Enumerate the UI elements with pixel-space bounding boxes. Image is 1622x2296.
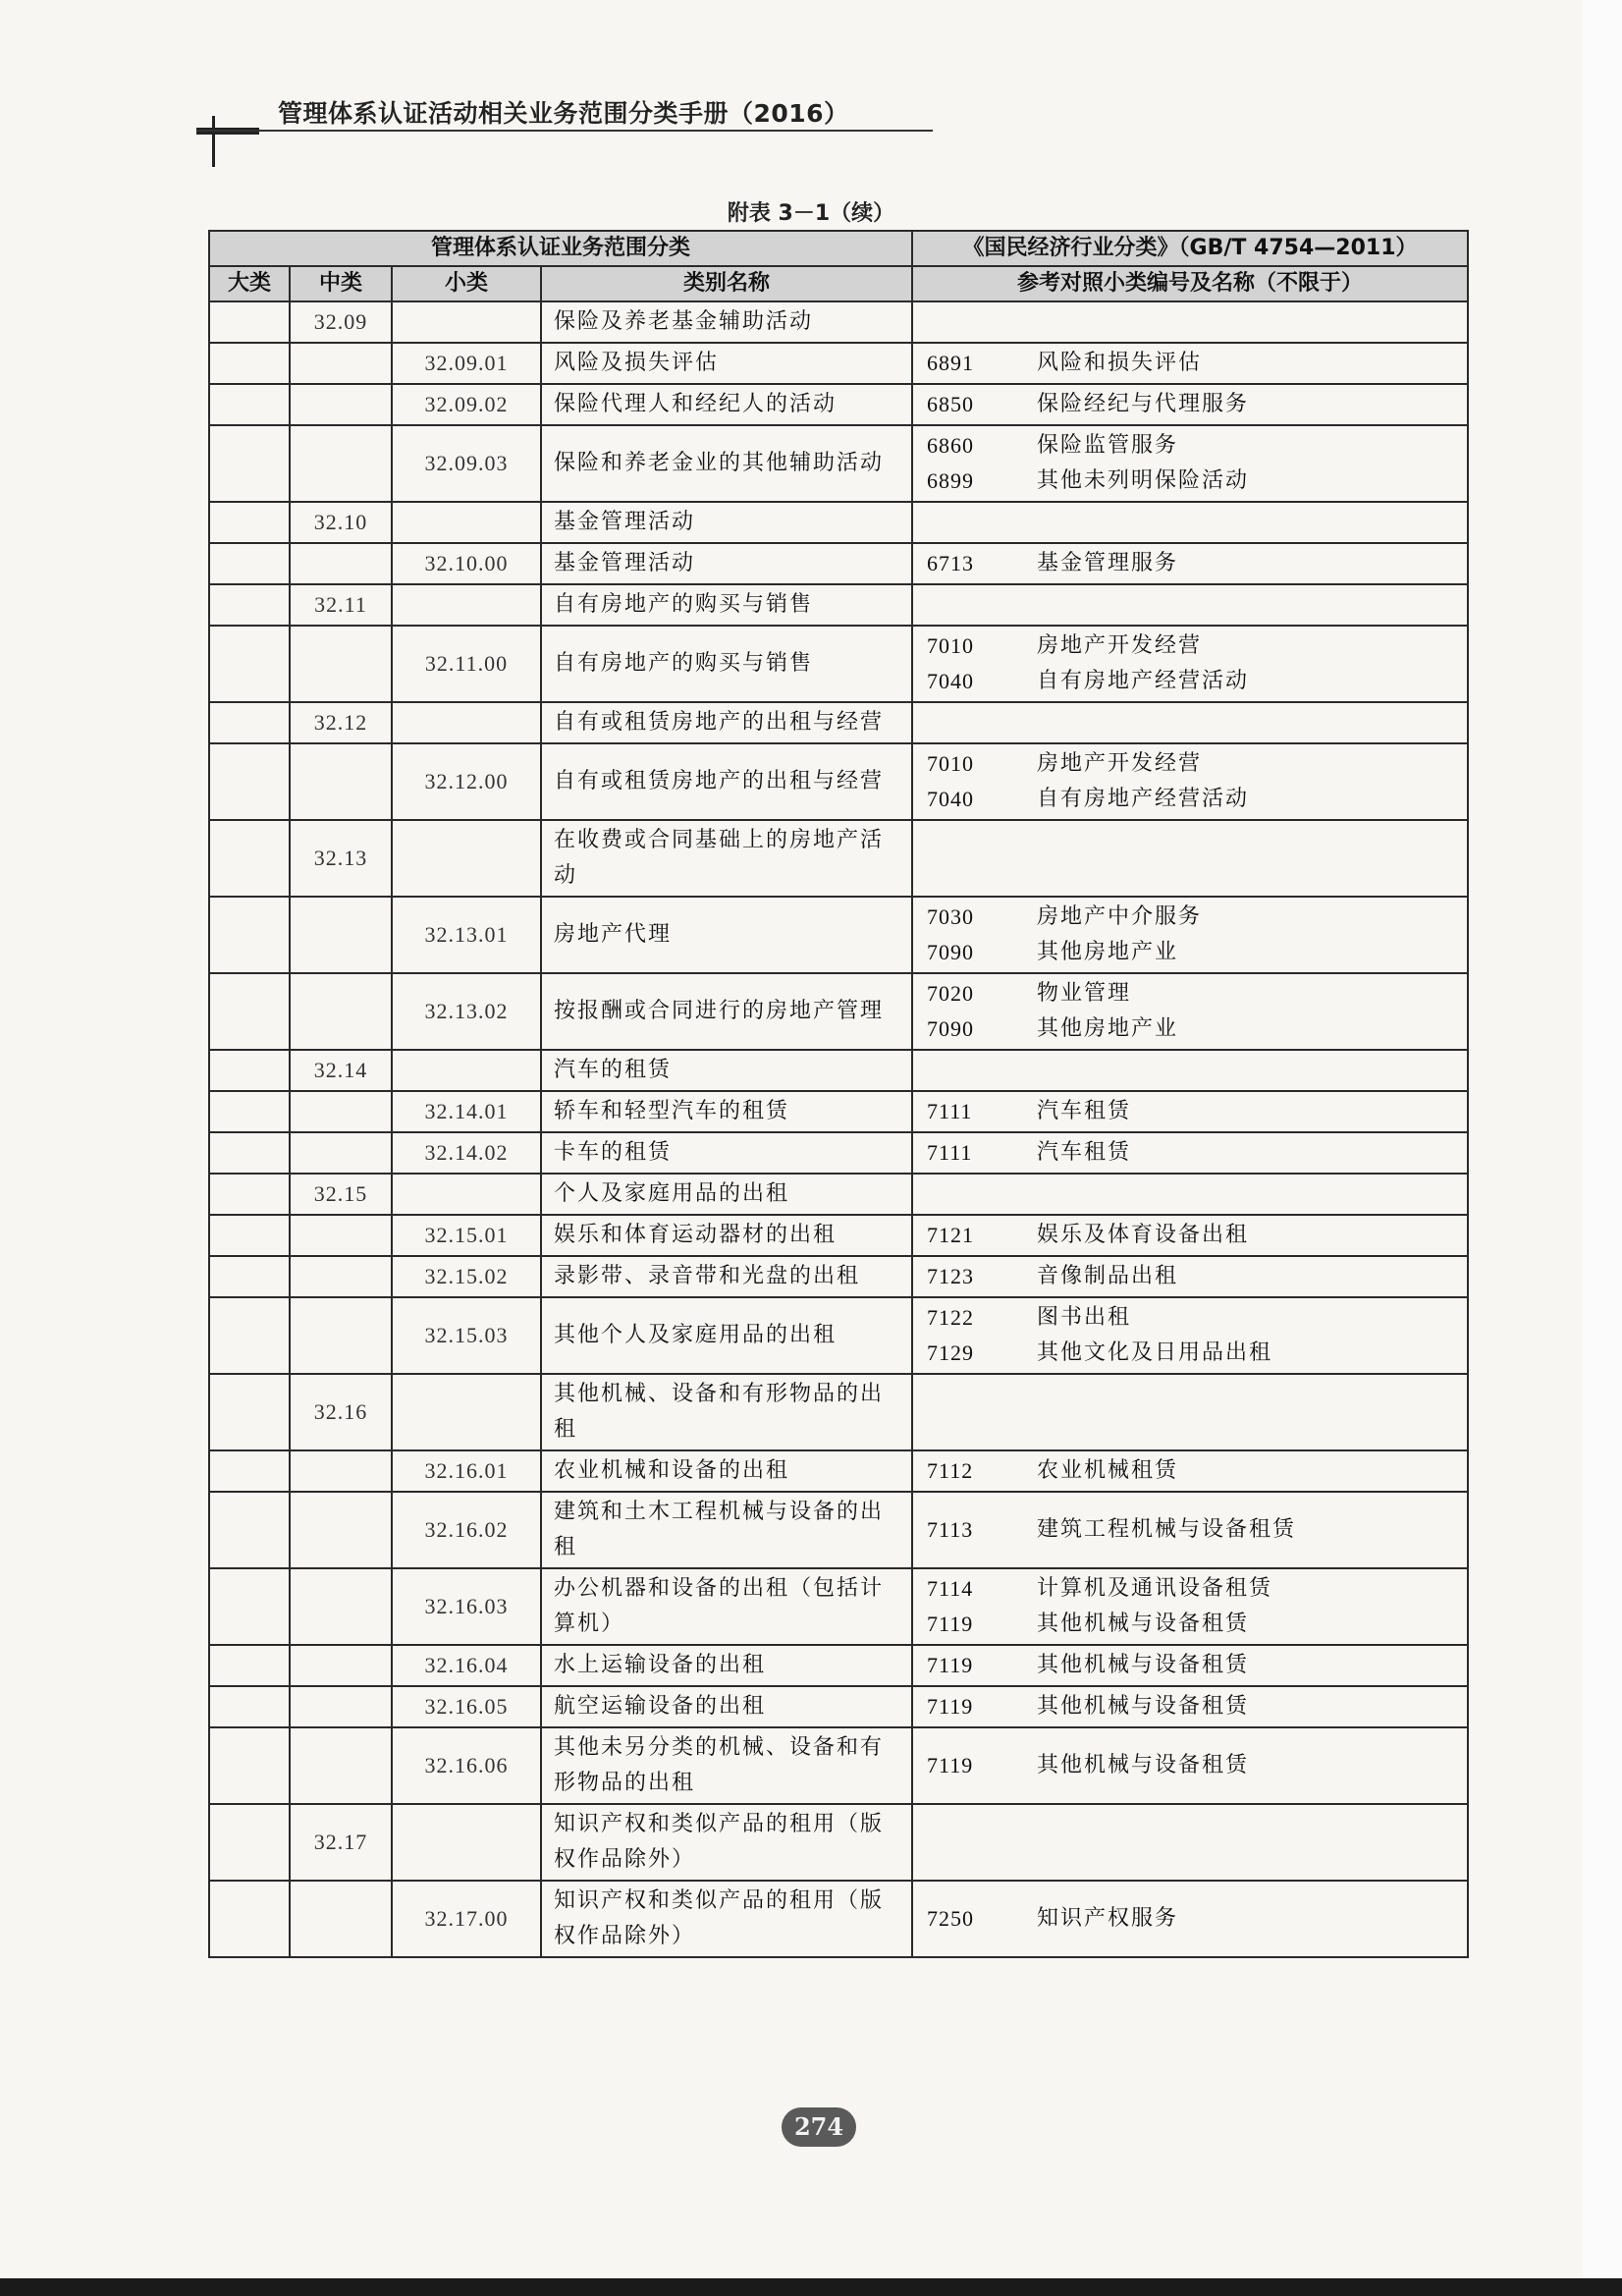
sub-class-cell: [392, 301, 541, 343]
major-class-cell: [209, 897, 290, 973]
category-name-cell: 风险及损失评估: [541, 343, 912, 384]
sub-class-cell: 32.14.02: [392, 1132, 541, 1174]
reference-cell: [912, 502, 1468, 543]
table-row: [209, 543, 1468, 584]
table-row: [209, 343, 1468, 384]
table-row: [209, 973, 1468, 1050]
reference-cell: [912, 1492, 1468, 1568]
reference-entry: [927, 1259, 1459, 1294]
category-name-cell: 自有房地产的购买与销售: [541, 584, 912, 626]
table-row: [209, 425, 1468, 502]
reference-code: 7111: [927, 1140, 973, 1165]
reference-name: 其他机械与设备租赁: [1037, 1612, 1250, 1636]
reference-name: 保险监管服务: [1037, 433, 1179, 458]
reference-cell: [912, 1256, 1468, 1297]
table-row: [209, 1174, 1468, 1215]
table-row: [209, 702, 1468, 743]
mid-class-cell: [290, 973, 392, 1050]
major-class-cell: [209, 1091, 290, 1132]
mid-class-cell: [290, 543, 392, 584]
reference-cell: [912, 897, 1468, 973]
reference-entry: [927, 1689, 1459, 1724]
reference-cell: [912, 384, 1468, 425]
category-name-cell: 基金管理活动: [541, 543, 912, 584]
reference-entry: [927, 387, 1459, 422]
mid-class-cell: [290, 1686, 392, 1727]
header-rule: [196, 130, 933, 132]
table-row: [209, 897, 1468, 973]
table-row: [209, 1881, 1468, 1957]
table-row: [209, 1050, 1468, 1091]
sub-class-cell: 32.15.02: [392, 1256, 541, 1297]
reference-name: 自有房地产经营活动: [1037, 669, 1250, 693]
sub-class-cell: [392, 1374, 541, 1450]
major-class-cell: [209, 1727, 290, 1804]
reference-code: 7250: [927, 1906, 975, 1931]
mid-class-cell: [290, 743, 392, 820]
reference-name: 娱乐及体育设备出租: [1037, 1223, 1250, 1247]
header-sub: 小类: [392, 266, 541, 301]
reference-entry: [927, 1300, 1459, 1336]
header-left-group: 管理体系认证业务范围分类: [209, 231, 912, 266]
classification-table: [208, 230, 1469, 1958]
reference-code: 6899: [927, 468, 975, 493]
category-name-cell: 按报酬或合同进行的房地产管理: [541, 973, 912, 1050]
reference-code: 7114: [927, 1576, 974, 1601]
sub-class-cell: 32.16.02: [392, 1492, 541, 1568]
table-title: 附表 3－1（续）: [727, 201, 895, 226]
sub-class-cell: 32.09.03: [392, 425, 541, 502]
reference-name: 计算机及通讯设备租赁: [1037, 1576, 1273, 1601]
page-number: 274: [782, 2107, 856, 2147]
major-class-cell: [209, 1686, 290, 1727]
mid-class-cell: [290, 425, 392, 502]
reference-code: 7040: [927, 787, 975, 811]
reference-code: 7119: [927, 1694, 974, 1719]
header-row-columns: [209, 266, 1468, 301]
major-class-cell: [209, 743, 290, 820]
table-row: [209, 1297, 1468, 1374]
header-name: 类别名称: [541, 266, 912, 301]
sub-class-cell: [392, 702, 541, 743]
reference-name: 其他文化及日用品出租: [1037, 1340, 1273, 1365]
mid-class-cell: [290, 1645, 392, 1686]
table-row: [209, 1091, 1468, 1132]
sub-class-cell: 32.16.04: [392, 1645, 541, 1686]
reference-cell: [912, 1450, 1468, 1492]
reference-cell: [912, 702, 1468, 743]
reference-entry: [927, 464, 1459, 499]
reference-name: 农业机械租赁: [1037, 1458, 1179, 1483]
running-head: 管理体系认证活动相关业务范围分类手册（2016）: [278, 99, 849, 128]
major-class-cell: [209, 1215, 290, 1256]
table-row: [209, 1450, 1468, 1492]
mid-class-cell: [290, 897, 392, 973]
reference-entry: [927, 629, 1459, 664]
category-name-cell: 卡车的租赁: [541, 1132, 912, 1174]
reference-entry: [927, 664, 1459, 699]
reference-cell: [912, 584, 1468, 626]
reference-cell: [912, 1727, 1468, 1804]
reference-name: 其他未列明保险活动: [1037, 468, 1250, 493]
reference-entry: [927, 1336, 1459, 1371]
major-class-cell: [209, 1050, 290, 1091]
mid-class-cell: 32.15: [290, 1174, 392, 1215]
header-tick-mark: [212, 116, 215, 167]
reference-code: 7113: [927, 1517, 974, 1542]
reference-code: 7121: [927, 1223, 975, 1247]
table-row: [209, 820, 1468, 897]
reference-code: 7119: [927, 1653, 974, 1677]
category-name-cell: 汽车的租赁: [541, 1050, 912, 1091]
sub-class-cell: [392, 1804, 541, 1881]
reference-cell: [912, 973, 1468, 1050]
category-name-cell: 农业机械和设备的出租: [541, 1450, 912, 1492]
reference-name: 其他机械与设备租赁: [1037, 1753, 1250, 1777]
reference-code: 7122: [927, 1305, 975, 1330]
sub-class-cell: 32.16.06: [392, 1727, 541, 1804]
reference-entry: [927, 976, 1459, 1011]
scan-edge-bottom: [0, 2278, 1622, 2296]
mid-class-cell: [290, 384, 392, 425]
reference-code: 6891: [927, 351, 975, 375]
table-row: [209, 743, 1468, 820]
sub-class-cell: 32.13.01: [392, 897, 541, 973]
sub-class-cell: 32.11.00: [392, 626, 541, 702]
category-name-cell: 自有或租赁房地产的出租与经营: [541, 743, 912, 820]
major-class-cell: [209, 1645, 290, 1686]
sub-class-cell: [392, 502, 541, 543]
reference-entry: [927, 746, 1459, 782]
reference-cell: [912, 1804, 1468, 1881]
category-name-cell: 录影带、录音带和光盘的出租: [541, 1256, 912, 1297]
category-name-cell: 房地产代理: [541, 897, 912, 973]
sub-class-cell: [392, 584, 541, 626]
mid-class-cell: [290, 1132, 392, 1174]
reference-entry: [927, 935, 1459, 970]
sub-class-cell: 32.12.00: [392, 743, 541, 820]
mid-class-cell: [290, 1256, 392, 1297]
sub-class-cell: 32.10.00: [392, 543, 541, 584]
reference-cell: [912, 343, 1468, 384]
sub-class-cell: 32.16.05: [392, 1686, 541, 1727]
table-row: [209, 1374, 1468, 1450]
table-row: [209, 1215, 1468, 1256]
reference-name: 自有房地产经营活动: [1037, 787, 1250, 811]
mid-class-cell: [290, 1215, 392, 1256]
reference-name: 房地产开发经营: [1037, 633, 1203, 658]
sub-class-cell: 32.09.02: [392, 384, 541, 425]
reference-code: 7112: [927, 1458, 974, 1483]
reference-code: 7010: [927, 633, 975, 658]
reference-name: 汽车租赁: [1037, 1099, 1132, 1123]
category-name-cell: 自有房地产的购买与销售: [541, 626, 912, 702]
reference-name: 物业管理: [1037, 981, 1132, 1006]
mid-class-cell: [290, 343, 392, 384]
reference-entry: [927, 346, 1459, 381]
table-row: [209, 1727, 1468, 1804]
reference-cell: [912, 743, 1468, 820]
major-class-cell: [209, 1256, 290, 1297]
mid-class-cell: [290, 1450, 392, 1492]
reference-entry: [927, 428, 1459, 464]
major-class-cell: [209, 626, 290, 702]
reference-code: 7119: [927, 1753, 974, 1777]
major-class-cell: [209, 1374, 290, 1450]
reference-name: 基金管理服务: [1037, 551, 1179, 575]
reference-cell: [912, 1881, 1468, 1957]
reference-name: 房地产开发经营: [1037, 751, 1203, 776]
reference-entry: [927, 1094, 1459, 1129]
mid-class-cell: 32.09: [290, 301, 392, 343]
sub-class-cell: 32.16.03: [392, 1568, 541, 1645]
major-class-cell: [209, 425, 290, 502]
header-ref: 参考对照小类编号及名称（不限于）: [912, 266, 1468, 301]
table-row: [209, 1568, 1468, 1645]
mid-class-cell: 32.14: [290, 1050, 392, 1091]
table-row: [209, 1645, 1468, 1686]
reference-code: 7119: [927, 1612, 974, 1636]
reference-code: 7090: [927, 1016, 975, 1041]
reference-name: 其他机械与设备租赁: [1037, 1653, 1250, 1677]
reference-entry: [927, 1748, 1459, 1783]
reference-code: 6713: [927, 551, 975, 575]
reference-cell: [912, 1174, 1468, 1215]
reference-cell: [912, 1568, 1468, 1645]
reference-code: 7090: [927, 940, 975, 964]
reference-cell: [912, 1050, 1468, 1091]
reference-code: 6850: [927, 392, 975, 416]
reference-entry: [927, 1453, 1459, 1489]
category-name-cell: 水上运输设备的出租: [541, 1645, 912, 1686]
category-name-cell: 知识产权和类似产品的租用（版权作品除外）: [541, 1881, 912, 1957]
major-class-cell: [209, 1450, 290, 1492]
reference-entry: [927, 1135, 1459, 1171]
reference-code: 7030: [927, 904, 975, 929]
mid-class-cell: [290, 1881, 392, 1957]
mid-class-cell: 32.10: [290, 502, 392, 543]
table-row: [209, 301, 1468, 343]
reference-name: 图书出租: [1037, 1305, 1132, 1330]
reference-code: 7111: [927, 1099, 973, 1123]
category-name-cell: 知识产权和类似产品的租用（版权作品除外）: [541, 1804, 912, 1881]
table-row: [209, 1804, 1468, 1881]
reference-entry: [927, 1901, 1459, 1937]
reference-cell: [912, 1132, 1468, 1174]
reference-cell: [912, 301, 1468, 343]
major-class-cell: [209, 702, 290, 743]
reference-cell: [912, 1686, 1468, 1727]
reference-cell: [912, 1645, 1468, 1686]
major-class-cell: [209, 1297, 290, 1374]
mid-class-cell: 32.12: [290, 702, 392, 743]
mid-class-cell: [290, 1091, 392, 1132]
reference-entry: [927, 900, 1459, 935]
major-class-cell: [209, 1881, 290, 1957]
major-class-cell: [209, 1492, 290, 1568]
table-row: [209, 1256, 1468, 1297]
header-row-group: [209, 231, 1468, 266]
table-row: [209, 1492, 1468, 1568]
reference-cell: [912, 1215, 1468, 1256]
reference-name: 风险和损失评估: [1037, 351, 1203, 375]
sub-class-cell: 32.09.01: [392, 343, 541, 384]
category-name-cell: 航空运输设备的出租: [541, 1686, 912, 1727]
category-name-cell: 其他机械、设备和有形物品的出租: [541, 1374, 912, 1450]
header-mid: 中类: [290, 266, 392, 301]
major-class-cell: [209, 584, 290, 626]
category-name-cell: 保险代理人和经纪人的活动: [541, 384, 912, 425]
major-class-cell: [209, 1132, 290, 1174]
sub-class-cell: [392, 1174, 541, 1215]
category-name-cell: 个人及家庭用品的出租: [541, 1174, 912, 1215]
mid-class-cell: [290, 626, 392, 702]
reference-entry: [927, 1648, 1459, 1683]
header-major: 大类: [209, 266, 290, 301]
sub-class-cell: 32.13.02: [392, 973, 541, 1050]
reference-name: 建筑工程机械与设备租赁: [1037, 1517, 1297, 1542]
category-name-cell: 基金管理活动: [541, 502, 912, 543]
reference-name: 知识产权服务: [1037, 1906, 1179, 1931]
reference-cell: [912, 1374, 1468, 1450]
major-class-cell: [209, 820, 290, 897]
reference-cell: [912, 1091, 1468, 1132]
reference-cell: [912, 425, 1468, 502]
reference-entry: [927, 1607, 1459, 1642]
reference-cell: [912, 820, 1468, 897]
major-class-cell: [209, 384, 290, 425]
reference-entry: [927, 1571, 1459, 1607]
reference-name: 其他机械与设备租赁: [1037, 1694, 1250, 1719]
major-class-cell: [209, 973, 290, 1050]
sub-class-cell: 32.15.03: [392, 1297, 541, 1374]
sub-class-cell: 32.17.00: [392, 1881, 541, 1957]
category-name-cell: 在收费或合同基础上的房地产活动: [541, 820, 912, 897]
mid-class-cell: 32.16: [290, 1374, 392, 1450]
reference-code: 7129: [927, 1340, 975, 1365]
table-row: [209, 1132, 1468, 1174]
mid-class-cell: [290, 1568, 392, 1645]
header-right-group: 《国民经济行业分类》（GB/T 4754—2011）: [912, 231, 1468, 266]
scan-edge-right: [1583, 0, 1622, 2296]
mid-class-cell: [290, 1297, 392, 1374]
category-name-cell: 保险及养老基金辅助活动: [541, 301, 912, 343]
major-class-cell: [209, 543, 290, 584]
major-class-cell: [209, 502, 290, 543]
mid-class-cell: 32.17: [290, 1804, 392, 1881]
reference-name: 其他房地产业: [1037, 1016, 1179, 1041]
reference-name: 其他房地产业: [1037, 940, 1179, 964]
reference-code: 7040: [927, 669, 975, 693]
reference-name: 保险经纪与代理服务: [1037, 392, 1250, 416]
major-class-cell: [209, 1568, 290, 1645]
category-name-cell: 办公机器和设备的出租（包括计算机）: [541, 1568, 912, 1645]
reference-cell: [912, 626, 1468, 702]
reference-entry: [927, 1512, 1459, 1548]
major-class-cell: [209, 1804, 290, 1881]
category-name-cell: 娱乐和体育运动器材的出租: [541, 1215, 912, 1256]
category-name-cell: 自有或租赁房地产的出租与经营: [541, 702, 912, 743]
reference-entry: [927, 546, 1459, 581]
major-class-cell: [209, 343, 290, 384]
major-class-cell: [209, 1174, 290, 1215]
category-name-cell: 其他未另分类的机械、设备和有形物品的出租: [541, 1727, 912, 1804]
sub-class-cell: 32.14.01: [392, 1091, 541, 1132]
reference-name: 房地产中介服务: [1037, 904, 1203, 929]
table-row: [209, 502, 1468, 543]
category-name-cell: 轿车和轻型汽车的租赁: [541, 1091, 912, 1132]
sub-class-cell: [392, 1050, 541, 1091]
mid-class-cell: 32.13: [290, 820, 392, 897]
category-name-cell: 建筑和土木工程机械与设备的出租: [541, 1492, 912, 1568]
reference-code: 6860: [927, 433, 975, 458]
reference-cell: [912, 543, 1468, 584]
reference-entry: [927, 782, 1459, 817]
reference-name: 汽车租赁: [1037, 1140, 1132, 1165]
reference-code: 7123: [927, 1264, 975, 1288]
reference-entry: [927, 1218, 1459, 1253]
reference-cell: [912, 1297, 1468, 1374]
sub-class-cell: 32.15.01: [392, 1215, 541, 1256]
table-row: [209, 384, 1468, 425]
table-row: [209, 584, 1468, 626]
category-name-cell: 其他个人及家庭用品的出租: [541, 1297, 912, 1374]
reference-code: 7020: [927, 981, 975, 1006]
mid-class-cell: 32.11: [290, 584, 392, 626]
table-body: [209, 301, 1468, 1957]
reference-entry: [927, 1011, 1459, 1047]
major-class-cell: [209, 301, 290, 343]
table-row: [209, 1686, 1468, 1727]
mid-class-cell: [290, 1492, 392, 1568]
reference-name: 音像制品出租: [1037, 1264, 1179, 1288]
sub-class-cell: 32.16.01: [392, 1450, 541, 1492]
sub-class-cell: [392, 820, 541, 897]
mid-class-cell: [290, 1727, 392, 1804]
reference-code: 7010: [927, 751, 975, 776]
table-row: [209, 626, 1468, 702]
category-name-cell: 保险和养老金业的其他辅助活动: [541, 425, 912, 502]
